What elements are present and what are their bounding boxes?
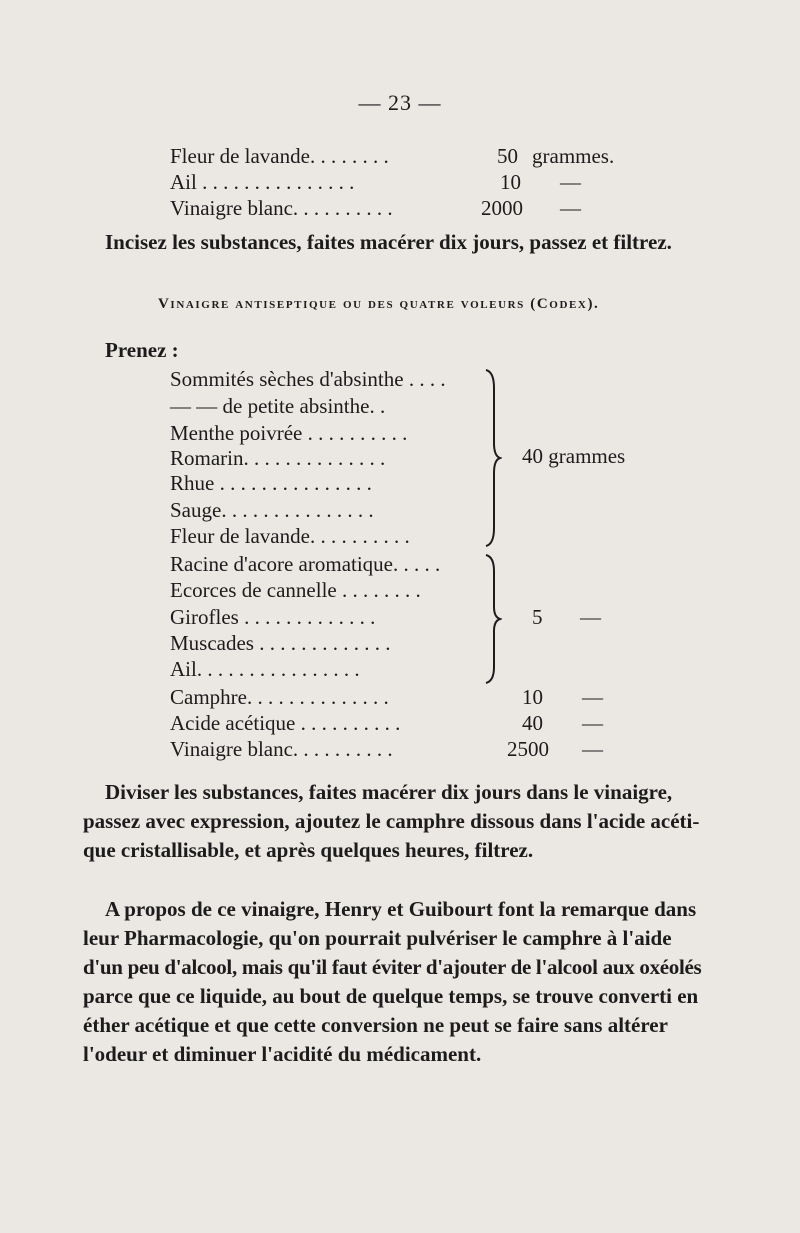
list-item: Ecorces de cannelle . . . . . . . . — [170, 578, 421, 602]
ingredient-qty: 50 — [497, 144, 518, 168]
list-item: Ail. . . . . . . . . . . . . . . . — [170, 657, 360, 681]
ingredient-qty: 2000 — [481, 196, 523, 220]
ingredient-name: Vinaigre blanc. . . . . . . . . . — [170, 196, 393, 220]
list-item: Sommités sèches d'absinthe . . . . — [170, 367, 446, 391]
ingredient-name: Acide acétique . . . . . . . . . . — [170, 711, 401, 735]
ingredient-unit: — — [582, 737, 603, 761]
ingredient-name: Vinaigre blanc. . . . . . . . . . — [170, 737, 393, 761]
ingredient-unit: — — [560, 196, 581, 220]
list-item: Girofles . . . . . . . . . . . . . — [170, 605, 376, 629]
ingredient-unit: — — [560, 170, 581, 194]
paragraph: A propos de ce vinaigre, Henry et Guibourt font la remarque dans leur Pharmacologie, qu'on pourrait pulvériser le camphre à l'aide d'un peu d'alcool, mais qu'il faut éviter d'ajouter de l'alcool aux oxéolés parce que ce liquide, au bout de quelque temps, se trouve converti en éther acétique et que cette conversion ne peut se faire sans altérer l'odeur et diminuer l'acidité du médicament. — [83, 897, 702, 1066]
ingredient-qty: 10 — [522, 685, 543, 709]
list-item — [170, 683, 620, 711]
section-title: Vinaigre antiseptique ou des quatre voleurs (Codex). — [158, 296, 600, 312]
list-item: Sauge. . . . . . . . . . . . . . . — [170, 498, 374, 522]
ingredient-qty: 40 — [522, 711, 543, 735]
list-item: — — de petite absinthe. . — [170, 394, 386, 418]
ingredient-qty: 10 — [500, 170, 521, 194]
ingredient-name: Ail . . . . . . . . . . . . . . . — [170, 170, 355, 194]
ingredient-unit: — — [582, 711, 603, 735]
ingredient-qty: 2500 — [507, 737, 549, 761]
list-item: Rhue . . . . . . . . . . . . . . . — [170, 471, 372, 495]
list-item: Muscades . . . . . . . . . . . . . — [170, 631, 391, 655]
list-item — [170, 194, 620, 222]
list-item: Fleur de lavande. . . . . . . . . . — [170, 524, 410, 548]
ingredient-unit: — — [582, 685, 603, 709]
instruction-text: Incisez les substances, faites macérer dix jours, passez et filtrez. — [105, 230, 672, 254]
ingredient-name: Fleur de lavande. . . . . . . . — [170, 144, 389, 168]
group-b-qty: 5 — [532, 605, 543, 629]
brace-group-b — [482, 553, 502, 685]
prenez-label: Prenez : — [105, 338, 179, 362]
list-item — [170, 735, 620, 763]
brace-group-a — [482, 368, 502, 548]
page-number: — 23 — — [358, 90, 442, 115]
list-item: Romarin. . . . . . . . . . . . . . — [170, 446, 386, 470]
list-item — [170, 142, 620, 170]
ingredient-unit: grammes. — [532, 144, 615, 168]
paragraph: Diviser les substances, faites macérer dix jours dans le vinaigre, passez avec expression, ajoutez le camphre dissous dans l'acide acéti- que cristallisable, et après quelques heures, filtrez. — [83, 780, 700, 862]
list-item — [170, 168, 620, 196]
group-a-qty: 40 grammes — [522, 444, 626, 468]
list-item — [170, 709, 620, 737]
list-item: Menthe poivrée . . . . . . . . . . — [170, 421, 408, 445]
group-b-unit: — — [580, 605, 601, 629]
list-item: Racine d'acore aromatique. . . . . — [170, 552, 441, 576]
ingredient-name: Camphre. . . . . . . . . . . . . . — [170, 685, 389, 709]
